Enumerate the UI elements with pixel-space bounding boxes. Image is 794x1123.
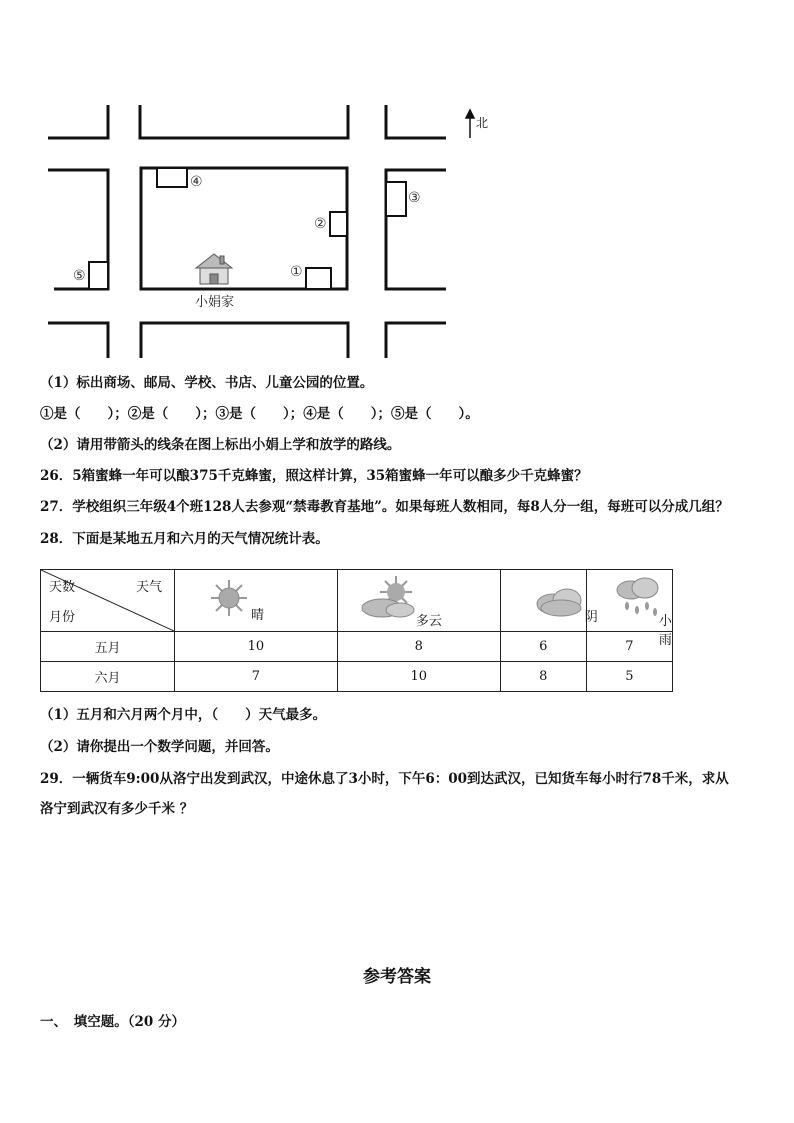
month-may: 五月 (41, 632, 175, 662)
corner-weather-label: 天气 (135, 580, 162, 595)
q29-line2: 洛宁到武汉有多少千米 ？ (40, 801, 194, 817)
marker-4: ④ (190, 174, 203, 190)
q26-text: 26．5箱蜜蜂一年可以酿375千克蜂蜜，照这样计算，35箱蜜蜂一年可以酿多少千克蜂蜜？ (40, 468, 588, 484)
cell-june-sunny: 7 (175, 662, 338, 692)
cloud-icon (535, 584, 585, 618)
q28-text: 28．下面是某地五月和六月的天气情况统计表。 (40, 531, 329, 547)
q29-line1: 29．一辆货车9:00从洛宁出发到武汉，中途休息了3小时，下午6：00到达武汉，已知货车每小时行78千米，求从 (40, 771, 729, 787)
corner-month-label: 月份 (49, 610, 76, 625)
house-icon (196, 254, 232, 284)
q25-sub2: （2）请用带箭头的线条在图上标出小娟上学和放学的路线。 (40, 437, 401, 453)
cell-may-rain: 7 (586, 632, 672, 662)
marker-3: ③ (408, 190, 421, 206)
street-map (40, 100, 500, 362)
building-4 (157, 168, 187, 187)
weather-header-rain (586, 570, 672, 648)
north-arrow-icon (466, 110, 474, 138)
month-june: 六月 (41, 662, 175, 692)
home-label: 小娟家 (195, 295, 235, 310)
cell-may-overcast: 6 (500, 632, 586, 662)
building-3 (386, 182, 406, 216)
weather-name-sunny: 晴 (251, 608, 265, 623)
weather-header-overcast (500, 570, 598, 632)
sun-icon (209, 578, 249, 618)
partly-cloudy-icon (360, 574, 418, 620)
rain-icon (615, 576, 663, 620)
weather-name-cloudy: 多云 (415, 614, 442, 629)
cell-june-cloudy: 10 (337, 662, 500, 692)
q28-sub1: （1）五月和六月两个月中，（ ）天气最多。 (40, 707, 327, 723)
cell-may-sunny: 10 (175, 632, 338, 662)
marker-5: ⑤ (73, 268, 86, 284)
weather-header-cloudy (337, 570, 500, 632)
table-corner-header (41, 570, 175, 632)
building-1 (306, 268, 331, 289)
q27-text: 27．学校组织三年级4个班128人去参观“禁毒教育基地”。如果每班人数相同，每8人分一组，每班可以分成几组？ (40, 499, 729, 515)
building-5 (89, 262, 108, 289)
building-2 (330, 212, 347, 236)
q28-sub2: （2）请你提出一个数学问题，并回答。 (40, 739, 279, 755)
north-label: 北 (476, 116, 489, 130)
marker-2: ② (314, 216, 327, 232)
marker-1: ① (290, 264, 303, 280)
answers-section1: 一、 填空题。（20 分） (40, 1014, 185, 1030)
answers-title: 参考答案 (363, 967, 431, 987)
weather-header-sunny (175, 570, 338, 632)
cell-june-rain: 5 (586, 662, 672, 692)
cell-may-cloudy: 8 (337, 632, 500, 662)
corner-days-label: 天数 (49, 580, 76, 595)
weather-name-overcast: 阴 (584, 610, 598, 625)
q25-sub1: （1）标出商场、邮局、学校、书店、儿童公园的位置。 (40, 375, 374, 391)
weather-table (40, 569, 673, 692)
q25-blanks: ①是（ ）；②是（ ）；③是（ ）；④是（ ）；⑤是（ ）。 (40, 406, 479, 422)
weather-name-rain: 小雨 (658, 614, 672, 648)
cell-june-overcast: 8 (500, 662, 586, 692)
